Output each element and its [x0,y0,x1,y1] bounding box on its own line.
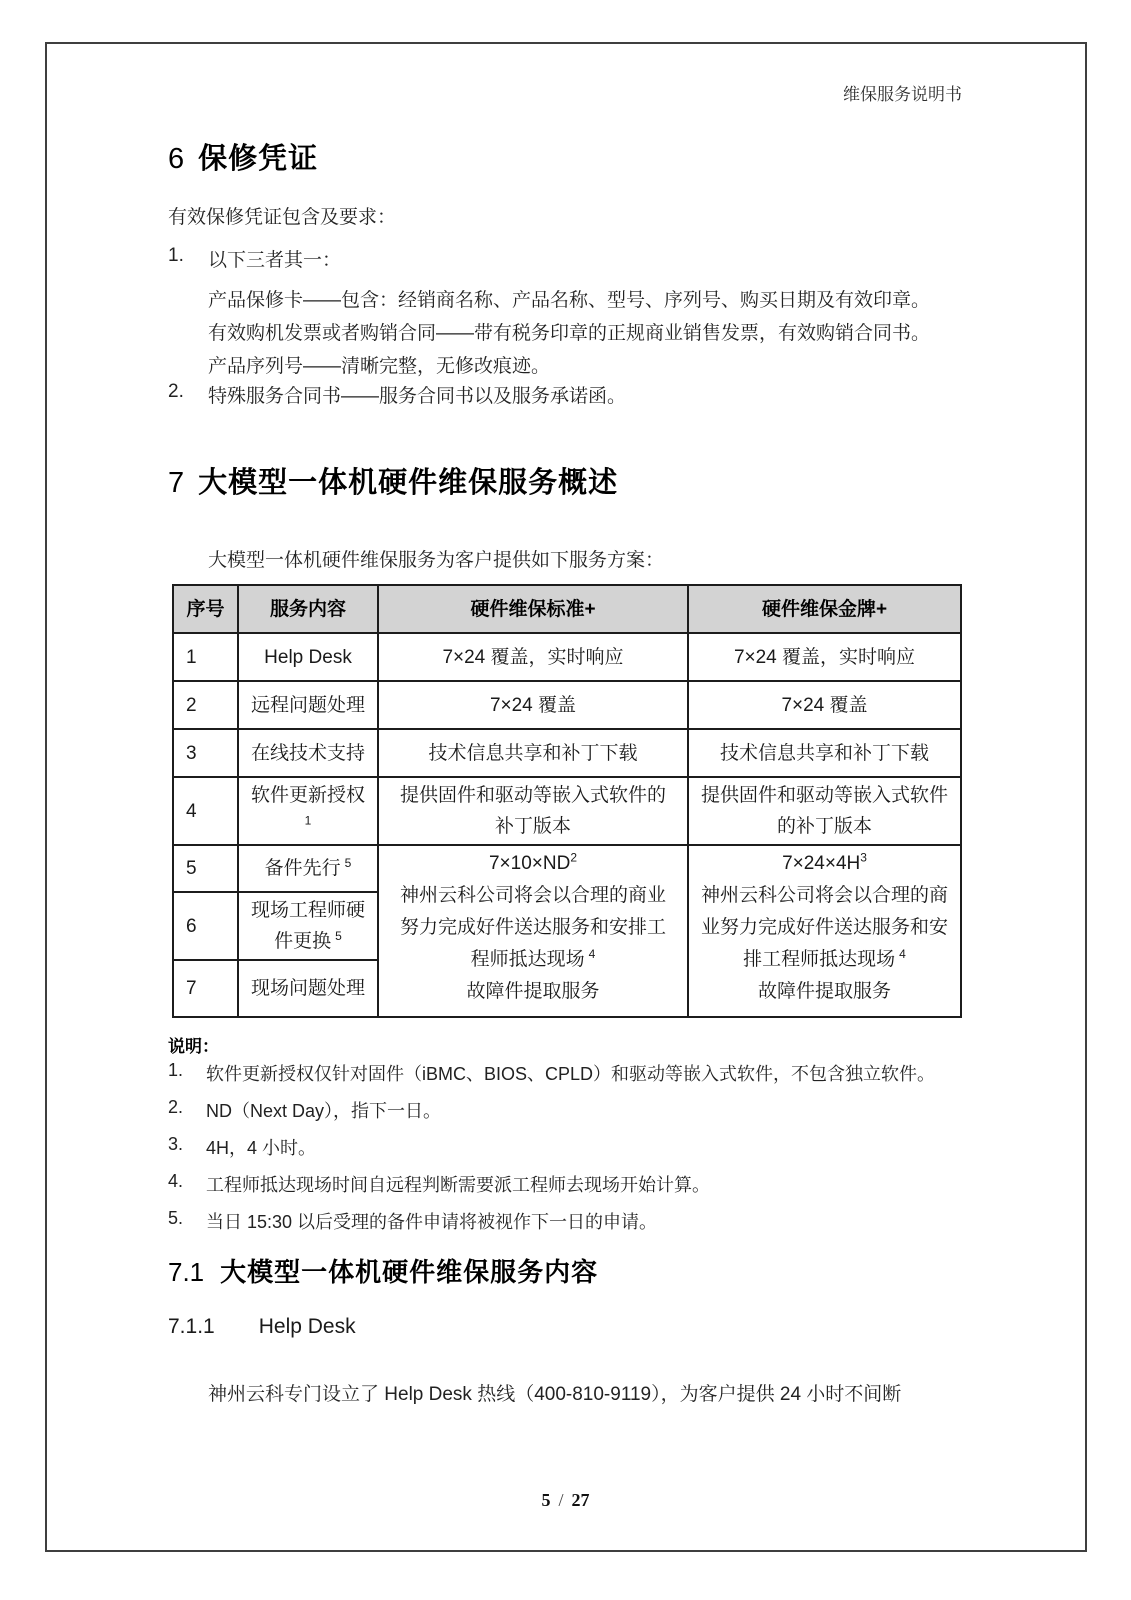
sla-description [397,880,669,976]
note-item [168,1208,962,1234]
note-item [168,1171,962,1197]
section-7-heading [168,460,618,501]
table-row [173,777,961,845]
warranty-intro: 有效保修凭证包含及要求： [168,207,397,228]
helpdesk-paragraph: 神州云科专门设立了 Help Desk 热线（400-810-9119），为客户提供 24 小时不间断 [208,1384,902,1405]
sla-line [397,848,669,880]
table-row [173,845,961,892]
cell-standard: 提供固件和驱动等嵌入式软件的补丁版本 [378,777,688,845]
service-plan-table [172,584,962,1018]
cell-gold: 技术信息共享和补丁下载 [688,729,961,777]
cell-service: 远程问题处理 [238,681,378,729]
list-number: 1. [168,245,184,266]
cell-service: Help Desk [238,633,378,681]
cell-gold: 7×24 覆盖，实时响应 [688,633,961,681]
cell-gold: 7×24 覆盖 [688,681,961,729]
sla-body-text: 神州云科公司将会以合理的商业努力完成好件送达服务和安排工程师抵达现场 [700,885,948,970]
footnote-ref: 3 [860,850,867,865]
cell-no: 6 [173,892,238,960]
header-cell-no: 序号 [173,585,238,633]
cell-standard-merged [378,845,688,1017]
footer-total-pages: 27 [571,1490,590,1510]
table-row [173,633,961,681]
note-number: 2. [168,1097,184,1117]
footnote-ref: 5 [335,928,342,943]
warranty-item-2 [168,381,962,408]
sla-tail: 故障件提取服务 [466,981,600,1002]
cell-service: 在线技术支持 [238,729,378,777]
section-6-number: 6 [168,143,185,175]
note-text: 当日 15:30 以后受理的备件申请将被视作下一日的申请。 [206,1212,658,1232]
header-cell-service: 服务内容 [238,585,378,633]
cell-no: 3 [173,729,238,777]
warranty-item-1-details [208,284,964,383]
note-number: 4. [168,1171,184,1191]
footnote-ref: 4 [588,946,596,961]
cell-service-text: 软件更新授权 [250,785,365,806]
section-6-heading [168,136,318,177]
cell-no: 7 [173,960,238,1017]
sla-text: 7×10×ND [488,853,571,874]
overview-intro: 大模型一体机硬件维保服务为客户提供如下服务方案： [208,550,665,571]
header-cell-gold: 硬件维保金牌+ [688,585,961,633]
detail-line: 产品保修卡——包含：经销商名称、产品名称、型号、序列号、购买日期及有效印章。 [208,290,931,311]
note-number: 5. [168,1208,184,1228]
cell-no: 1 [173,633,238,681]
footnote-ref: 4 [899,946,906,961]
footnote-ref: 2 [570,850,578,865]
sla-line [697,848,952,880]
list-text: 特殊服务合同书——服务合同书以及服务承诺函。 [208,386,627,407]
note-item [168,1060,962,1086]
cell-gold-merged [688,845,961,1017]
page-footer [0,1490,1131,1511]
footnote-ref: 5 [344,855,352,870]
note-text: 工程师抵达现场时间自远程判断需要派工程师去现场开始计算。 [206,1175,710,1195]
sla-text: 7×24×4H [782,853,861,874]
table-header-row [173,585,961,633]
section-6-title: 保修凭证 [198,143,319,175]
table-row [173,729,961,777]
table-row [173,681,961,729]
warranty-item-1 [168,245,962,272]
list-text: 以下三者其一： [208,250,342,271]
section-7-1-title: 大模型一体机硬件维保服务内容 [220,1257,599,1287]
cell-no: 4 [173,777,238,845]
document-header-title: 维保服务说明书 [843,85,962,104]
cell-service-text: 备件先行 [264,858,341,879]
section-7-title: 大模型一体机硬件维保服务概述 [198,467,619,499]
note-text: ND（Next Day），指下一日。 [206,1101,442,1121]
note-text: 4H，4 小时。 [206,1138,317,1158]
cell-service [238,892,378,960]
note-text: 软件更新授权仅针对固件（iBMC、BIOS、CPLD）和驱动等嵌入式软件，不包含独立软件。 [206,1064,936,1084]
list-number: 2. [168,381,184,402]
sla-description [697,880,952,976]
cell-service-text: 现场工程师硬件更换 [250,900,365,952]
cell-service [238,777,378,845]
cell-standard: 技术信息共享和补丁下载 [378,729,688,777]
cell-standard: 7×24 覆盖 [378,681,688,729]
cell-service [238,845,378,892]
cell-gold: 提供固件和驱动等嵌入式软件的补丁版本 [688,777,961,845]
note-item [168,1134,962,1160]
note-number: 3. [168,1134,184,1154]
footer-separator: / [558,1490,564,1510]
cell-no: 5 [173,845,238,892]
detail-line: 有效购机发票或者购销合同——带有税务印章的正规商业销售发票，有效购销合同书。 [208,323,931,344]
footer-current-page: 5 [541,1490,551,1510]
header-cell-standard: 硬件维保标准+ [378,585,688,633]
cell-service: 现场问题处理 [238,960,378,1017]
footnote-ref: 1 [304,813,312,828]
section-7-1-1-number: 7.1.1 [168,1315,215,1338]
section-7-1-heading [168,1252,598,1289]
note-item [168,1097,962,1123]
sla-body-text: 神州云科公司将会以合理的商业努力完成好件送达服务和安排工程师抵达现场 [399,885,666,970]
detail-line: 产品序列号——清晰完整，无修改痕迹。 [208,356,551,377]
section-7-1-1-heading [168,1315,356,1339]
cell-no: 2 [173,681,238,729]
notes-label: 说明： [168,1037,219,1056]
section-7-number: 7 [168,467,185,499]
cell-standard: 7×24 覆盖，实时响应 [378,633,688,681]
note-number: 1. [168,1060,184,1080]
sla-tail: 故障件提取服务 [757,981,891,1002]
section-7-1-1-title: Help Desk [258,1315,356,1338]
section-7-1-number: 7.1 [168,1257,205,1287]
